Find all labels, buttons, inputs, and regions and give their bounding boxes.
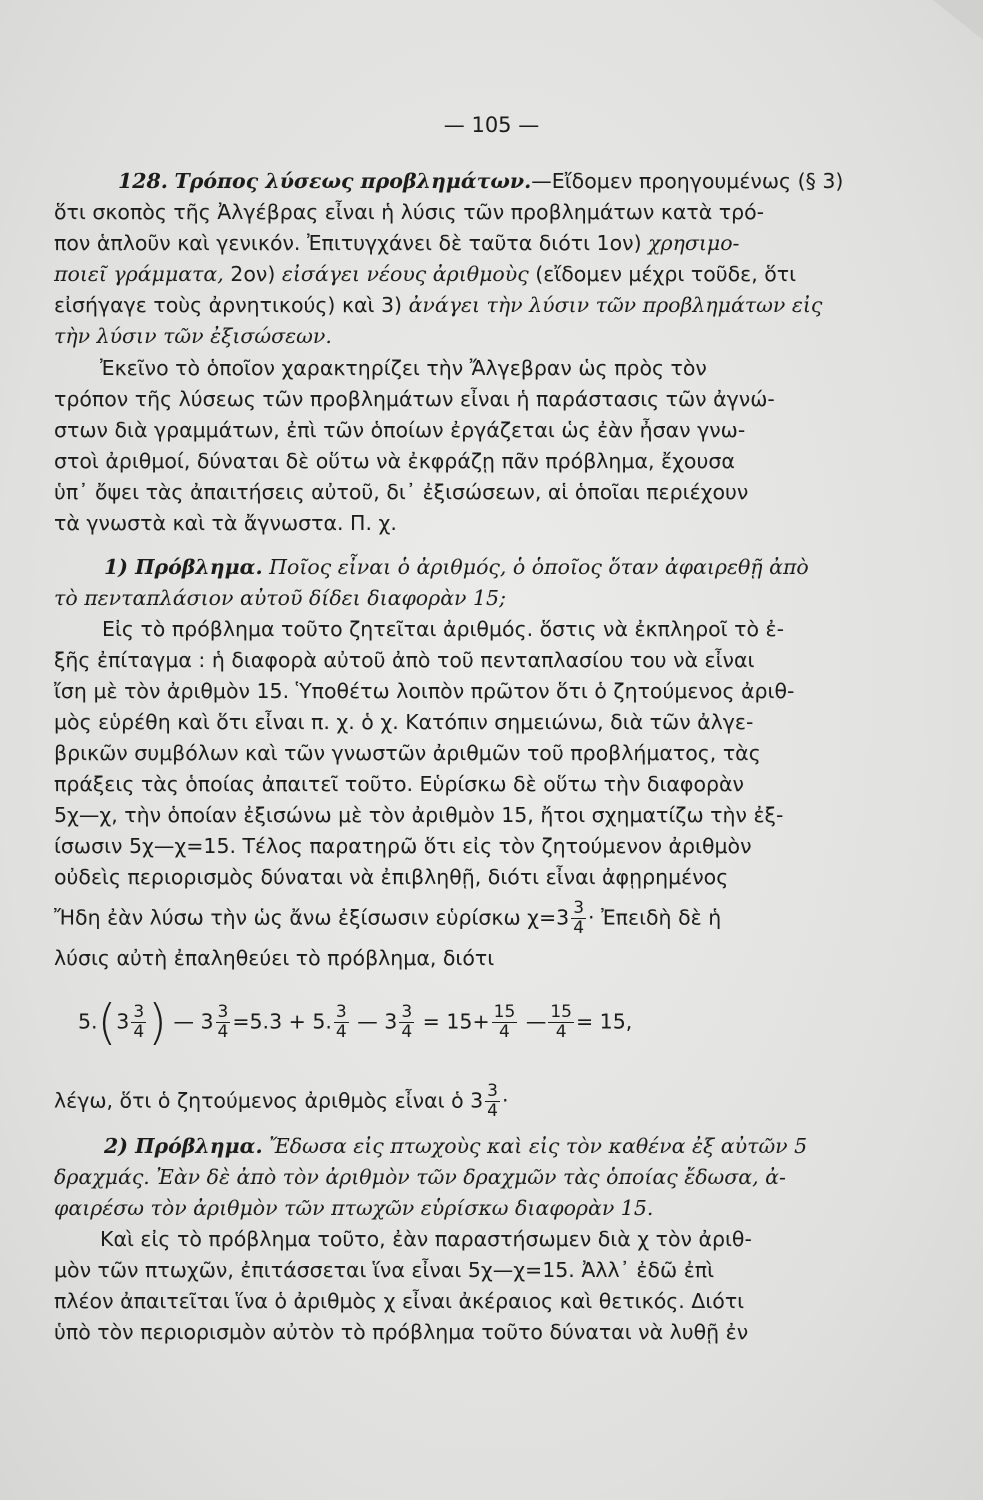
fraction-three-quarters: $\frac{3}{4}$ (335, 1002, 347, 1042)
problem2-text: πλέον ἀπαιτεῖται ἵνα ὁ ἀριθμὸς χ εἶναι ἀκέραιος καὶ θετικός. Διότι (54, 1289, 745, 1313)
section-text: ὅτι σκοπὸς τῆς Ἀλγέβρας εἶναι ἡ λύσις τῶν προβλημάτων κατὰ τρό- (54, 200, 765, 224)
section-text-italic: τὴν λύσιν τῶν ἐξισώσεων. (54, 324, 332, 348)
math-token: 5. (78, 1009, 98, 1034)
section-text-italic: εἰσάγει νέους ἀριθμοὺς (281, 262, 529, 286)
fraction-three-quarters: $\frac{3}{4}$ (133, 1002, 145, 1042)
section-heading-line (118, 166, 983, 196)
fraction-three-quarters: $\frac{3}{4}$ (573, 898, 585, 938)
problem1-text: οὐδεὶς περιορισμὸς δύναται νὰ ἐπιβληθῇ, διότι εἶναι ἀφῃρημένος (54, 865, 729, 889)
problem1-text: λύσις αὐτὴ ἐπαληθεύει τὸ πρόβλημα, διότι (54, 946, 495, 970)
problem1-text: βρικῶν συμβόλων καὶ τῶν γνωστῶν ἀριθμῶν τοῦ προβλήματος, τὰς (54, 741, 761, 765)
problem2-heading-line (104, 1131, 983, 1161)
section-text: τρόπον τῆς λύσεως τῶν προβλημάτων εἶναι ἡ παράστασις τῶν ἀγνώ- (54, 387, 775, 411)
left-paren: ( (97, 994, 117, 1051)
problem2-text: μὸν τῶν πτωχῶν, ἐπιτάσσεται ἵνα εἶναι 5χ—χ=15. Ἀλλ᾽ ἐδῶ ἐπὶ (54, 1258, 715, 1282)
math-token: — 3 (173, 1009, 214, 1034)
fraction-three-quarters: $\frac{3}{4}$ (487, 1081, 498, 1121)
fraction-fifteen-quarters: $\frac{15}{4}$ (550, 1002, 572, 1042)
math-token: — 3 (357, 1009, 398, 1034)
math-token: — (525, 1009, 547, 1034)
page-number: — 105 — (443, 113, 540, 137)
section-title: Τρόπος λύσεως προβλημάτων. (174, 169, 532, 193)
problem1-label: 1) Πρόβλημα. (104, 555, 263, 579)
section-text: πον ἁπλοῦν καὶ γενικόν. Ἐπιτυγχάνει δὲ ταῦτα διότι 1ον) (54, 231, 642, 255)
problem1-text: 5χ—χ, τὴν ὁποίαν ἐξισώνω μὲ τὸν ἀριθμὸν 15, ἤτοι σχηματίζω τὴν ἐξ- (54, 803, 784, 827)
section-text: τὰ γνωστὰ καὶ τὰ ἄγνωστα. Π. χ. (54, 511, 397, 535)
fraction-fifteen-quarters: $\frac{15}{4}$ (493, 1002, 516, 1042)
fraction-three-quarters: $\frac{3}{4}$ (217, 1002, 229, 1042)
solution-equation-line (54, 899, 983, 938)
problem1-text: Εἰς τὸ πρόβλημα τοῦτο ζητεῖται ἀριθμός. ὅστις νὰ ἐκπληροῖ τὸ ἐ- (102, 617, 784, 641)
problem2-statement: φαιρέσω τὸν ἀριθμὸν τῶν πτωχῶν εὑρίσκω διαφορὰν 15. (54, 1196, 654, 1220)
solution-text: · Ἐπειδὴ δὲ ἡ (588, 905, 722, 930)
problem1-text: ἴση μὲ τὸν ἀριθμὸν 15. Ὑποθέτω λοιπὸν πρῶτον ὅτι ὁ ζητούμενος ἀριθ- (54, 679, 795, 703)
conclusion-line (54, 1082, 983, 1121)
section-text: Ἐκεῖνο τὸ ὁποῖον χαρακτηρίζει τὴν Ἄλγεβραν ὡς πρὸς τὸν (100, 356, 707, 380)
solution-text: Ἤδη ἐὰν λύσω τὴν ὡς ἄνω ἐξίσωσιν εὑρίσκω χ=3 (54, 905, 570, 930)
section-text: εἰσήγαγε τοὺς ἀρνητικούς) καὶ 3) (54, 293, 403, 317)
problem2-statement: Ἔδωσα εἰς πτωχοὺς καὶ εἰς τὸν καθένα ἐξ αὐτῶν 5 (269, 1134, 808, 1158)
section-text: 2ον) (230, 262, 276, 286)
problem1-statement: Ποῖος εἶναι ὁ ἀριθμός, ὁ ὁποῖος ὅταν ἀφαιρεθῇ ἀπὸ (269, 555, 809, 579)
section-number: 128. (118, 169, 168, 193)
problem1-heading-line (104, 552, 983, 582)
page-corner-shadow (923, 0, 983, 60)
section-text-line (54, 259, 983, 289)
section-text-italic: ἀνάγει τὴν λύσιν τῶν προβλημάτων εἰς (408, 293, 823, 317)
problem2-text: Καὶ εἰς τὸ πρόβλημα τοῦτο, ἐὰν παραστήσωμεν διὰ χ τὸν ἀριθ- (100, 1227, 752, 1251)
section-text: —Εἴδομεν προηγουμένως (§ 3) (531, 169, 844, 193)
section-text: στων διὰ γραμμάτων, ἐπὶ τῶν ὁποίων ἐργάζεται ὡς ἐὰν ἦσαν γνω- (54, 418, 746, 442)
problem1-text: πράξεις τὰς ὁποίας ἀπαιτεῖ τοῦτο. Εὑρίσκω δὲ οὕτω τὴν διαφορὰν (54, 772, 744, 796)
right-paren: ) (148, 994, 167, 1051)
section-text: ὑπ᾽ ὄψει τὰς ἀπαιτήσεις αὐτοῦ, δι᾽ ἐξισώσεων, αἱ ὁποῖαι περιέχουν (54, 480, 749, 504)
section-text-italic: χρησιμο- (648, 231, 740, 255)
problem2-label: 2) Πρόβλημα. (104, 1134, 263, 1158)
verification-formula: 5.(3 $\frac{3}{4}$ ) — 3 $\frac{3}{4}$ =5.3 + 5. $\frac{3}{4}$ — 3 $\frac{3}{4}$ = 15+ $\frac{15}{4}$ — $\frac{15}{4}$ = 15, (78, 994, 633, 1051)
problem2-text: ὑπὸ τὸν περιορισμὸν αὐτὸν τὸ πρόβλημα τοῦτο δύναται νὰ λυθῇ ἐν (54, 1320, 749, 1344)
section-text-italic: ποιεῖ γράμματα, (54, 262, 224, 286)
fraction-three-quarters: $\frac{3}{4}$ (401, 1002, 413, 1042)
problem1-text: μὸς εὑρέθη καὶ ὅτι εἶναι π. χ. ὁ χ. Κατόπιν σημειώνω, διὰ τῶν ἀλγε- (54, 710, 754, 734)
problem2-statement: δραχμάς. Ἐὰν δὲ ἀπὸ τὸν ἀριθμὸν τῶν δραχμῶν τὰς ὁποίας ἔδωσα, ἀ- (54, 1165, 786, 1189)
section-text: στοὶ ἀριθμοί, δύναται δὲ οὕτω νὰ ἐκφράζῃ πᾶν πρόβλημα, ἔχουσα (54, 449, 735, 473)
math-token: = 15+ (422, 1009, 490, 1034)
problem1-statement: τὸ πενταπλάσιον αὐτοῦ δίδει διαφορὰν 15; (54, 586, 507, 610)
math-token: =5.3 + 5. (232, 1009, 332, 1034)
section-text: (εἴδομεν μέχρι τοῦδε, ὅτι (535, 262, 797, 286)
problem1-text: ξῆς ἐπίταγμα : ἡ διαφορὰ αὐτοῦ ἀπὸ τοῦ πενταπλασίου του νὰ εἶναι (54, 648, 755, 672)
section-text-line (54, 228, 983, 258)
conclusion-text: λέγω, ὅτι ὁ ζητούμενος ἀριθμὸς εἶναι ὁ 3 (54, 1088, 484, 1113)
section-text-line (54, 290, 983, 320)
problem1-text: ίσωσιν 5χ—χ=15. Τέλος παρατηρῶ ὅτι εἰς τὸν ζητούμενον ἀριθμὸν (54, 834, 752, 858)
math-token: = 15, (575, 1009, 633, 1034)
conclusion-text: · (502, 1088, 509, 1113)
